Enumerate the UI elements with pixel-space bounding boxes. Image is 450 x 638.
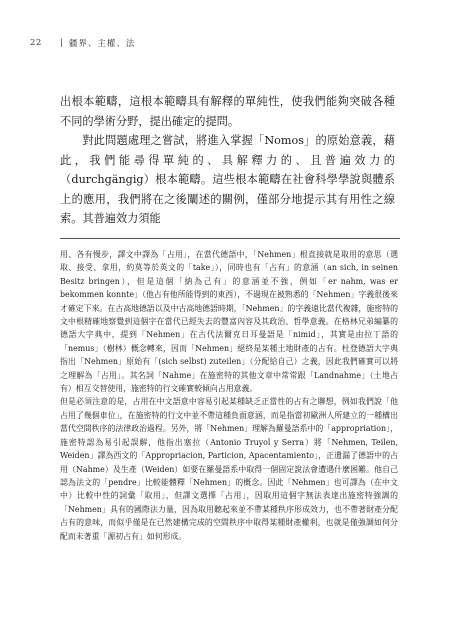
footnote-paragraph: 但是必須注意的是，占用在中文語意中容易引起某種缺乏正當性的占有之聯想，例如我們說「他占用了幾個車位」，在施密特的行文中並不帶這種負面意涵，而是指當初歐洲人所建立的一種構出當代空間秩序的法律政治過程。另外，將「Nehmen」理解為羅曼語系中的「appropriation」，施密特認為易引起誤解，他指出塞拉（Antonio Truyol y Serra）將「Nehmen, Teilen, Weiden」譯為西文的「Appropriacion, Particion, Apacentamiento」，正遺漏了德語中的占用（Nahme）及生產（Weiden）如要在羅曼語系中取得一個固定說法會遭遇什麼困難。他自己認為法文的「pendre」比較能體釋「Nehmen」的概念。因此「Nehmen」也可譯為（在中文中）比較中性的詞彙「取用」，但譯文選擇「占用」，因取用這個字無法表達出施密特強調的「Nehmen」具有的國際法力量，因為取用聽起來並不帶某種秩序形成效力，也不帶著財產分配占有的意味，而似乎僅是在已然建構完成的空間秩序中取得某種財產權利，也就是僅強調如何分配而未著重「源初占有」如何形成。	[60, 397, 398, 541]
page-header	[30, 36, 430, 50]
body-paragraph: 對此問題處理之嘗試，將進入掌握「Nomos」的原始意義，藉此，我們能尋得單純的、具解釋力的、且普遍效力的（durchgängig）根本範疇。這些根本範疇在社會科學學說與體系上的應用，我們將在之後闡述的關例，僅部分地提示其有用性之線索。其普遍效力須能	[60, 134, 395, 225]
footnote-paragraph: 用、各有慢步，譯文中譯為「占用」，在當代德語中，「Nehmen」根直接就是取用的意思（選取、接受、拿用，約莫等於英文的「take」），同時也有「占有」的意涵（an sich, in seinen Besitz bringen），但是這個「納為己有」的意涵並不強，例如「er nahm, was er bekommen konnte」（他占有他所能得到的東西），不過現在被熟悉的「Nehmen」字義很後來才確定下來。在古高地德語以及中古高地德語時期，「Nehmen」的字義遠比當代複雜，施密特的文中根精確地察覺到這個字在當代已經失去的豐富內容及其政治、哲學意義。在格林兄弟編纂的德語大字典中，提到「Nehmen」在古代法爾克日耳曼語是「nimid」，其實是由拉丁語的「nemus」（樹林）概念轉來，因而「Nehmen」絕終是某種土地財產的占有。杜登德語大字典指出「Nehmen」原始有「(sich selbst) zuteilen」（分配給自己）之義，因此我們確實可以將之理解為「占用」。其名詞「Nahme」在施密特的其他文章中常常跟「Landnahme」（土地占有）相互交替使用，施密特的行文確實較傾向占用意義。	[60, 250, 398, 394]
main-text	[60, 92, 395, 229]
body-paragraph-continued: 出根本範疇，這根本範疇具有解釋的單純性，使我們能夠突破各種不同的學術分野，提出確定的提問。	[60, 95, 395, 128]
header-separator: |	[60, 38, 63, 48]
page-number: 22	[30, 38, 42, 48]
running-title: 疆界、主權、法	[68, 39, 136, 49]
footnote-divider	[60, 238, 400, 239]
footnote	[60, 248, 398, 543]
